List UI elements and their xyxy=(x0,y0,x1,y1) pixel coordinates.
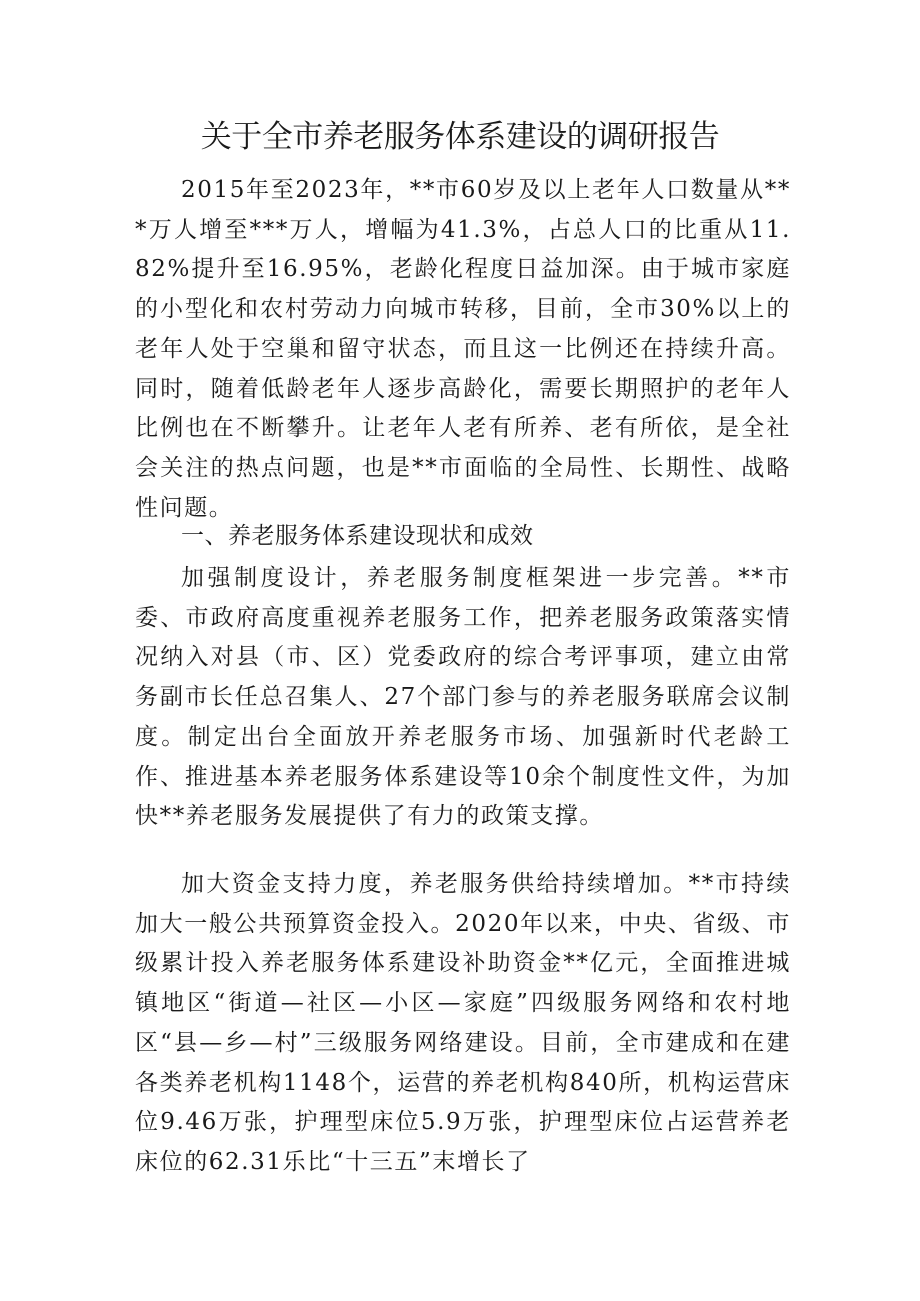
section-paragraph-policy: 加强制度设计，养老服务制度框架进一步完善。**市委、市政府高度重视养老服务工作，把养老服务政策落实情况纳入对县（市、区）党委政府的综合考评事项，建立由常务副市长任总召集人、27个部门参与的养老服务联席会议制度。制定出台全面放开养老服务市场、加强新时代老龄工作、推进基本养老服务体系建设等10余个制度性文件，为加快**养老服务发展提供了有力的政策支撑。 xyxy=(135,565,791,830)
section-heading: 一、养老服务体系建设现状和成效 xyxy=(181,523,534,549)
intro-paragraph: 2015年至2023年，**市60岁及以上老年人口数量从***万人增至***万人，增幅为41.3%，占总人口的比重从11.82%提升至16.95%，老龄化程度日益加深。由于城市家庭的小型化和农村劳动力向城市转移，目前，全市30%以上的老年人处于空巢和留守状态，而且这一比例还在持续升高。同时，随着低龄老年人逐步高龄化，需要长期照护的老年人比例也在不断攀升。让老年人老有所养、老有所依，是全社会关注的热点问题，也是**市面临的全局性、长期性、战略性问题。 xyxy=(135,177,791,521)
document-title: 关于全市养老服务体系建设的调研报告 xyxy=(200,119,720,155)
section-paragraph-funding: 加大资金支持力度，养老服务供给持续增加。**市持续加大一般公共预算资金投入。2020年以来，中央、省级、市级累计投入养老服务体系建设补助资金**亿元，全面推进城镇地区“街道—社区—小区—家庭”四级服务网络和农村地区“县—乡—村”三级服务网络建设。目前，全市建成和在建各类养老机构1148个，运营的养老机构840所，机构运营床位9.46万张，护理型床位5.9万张，护理型床位占运营养老床位的62.31乐比“十三五”末增长了 xyxy=(135,871,791,1175)
